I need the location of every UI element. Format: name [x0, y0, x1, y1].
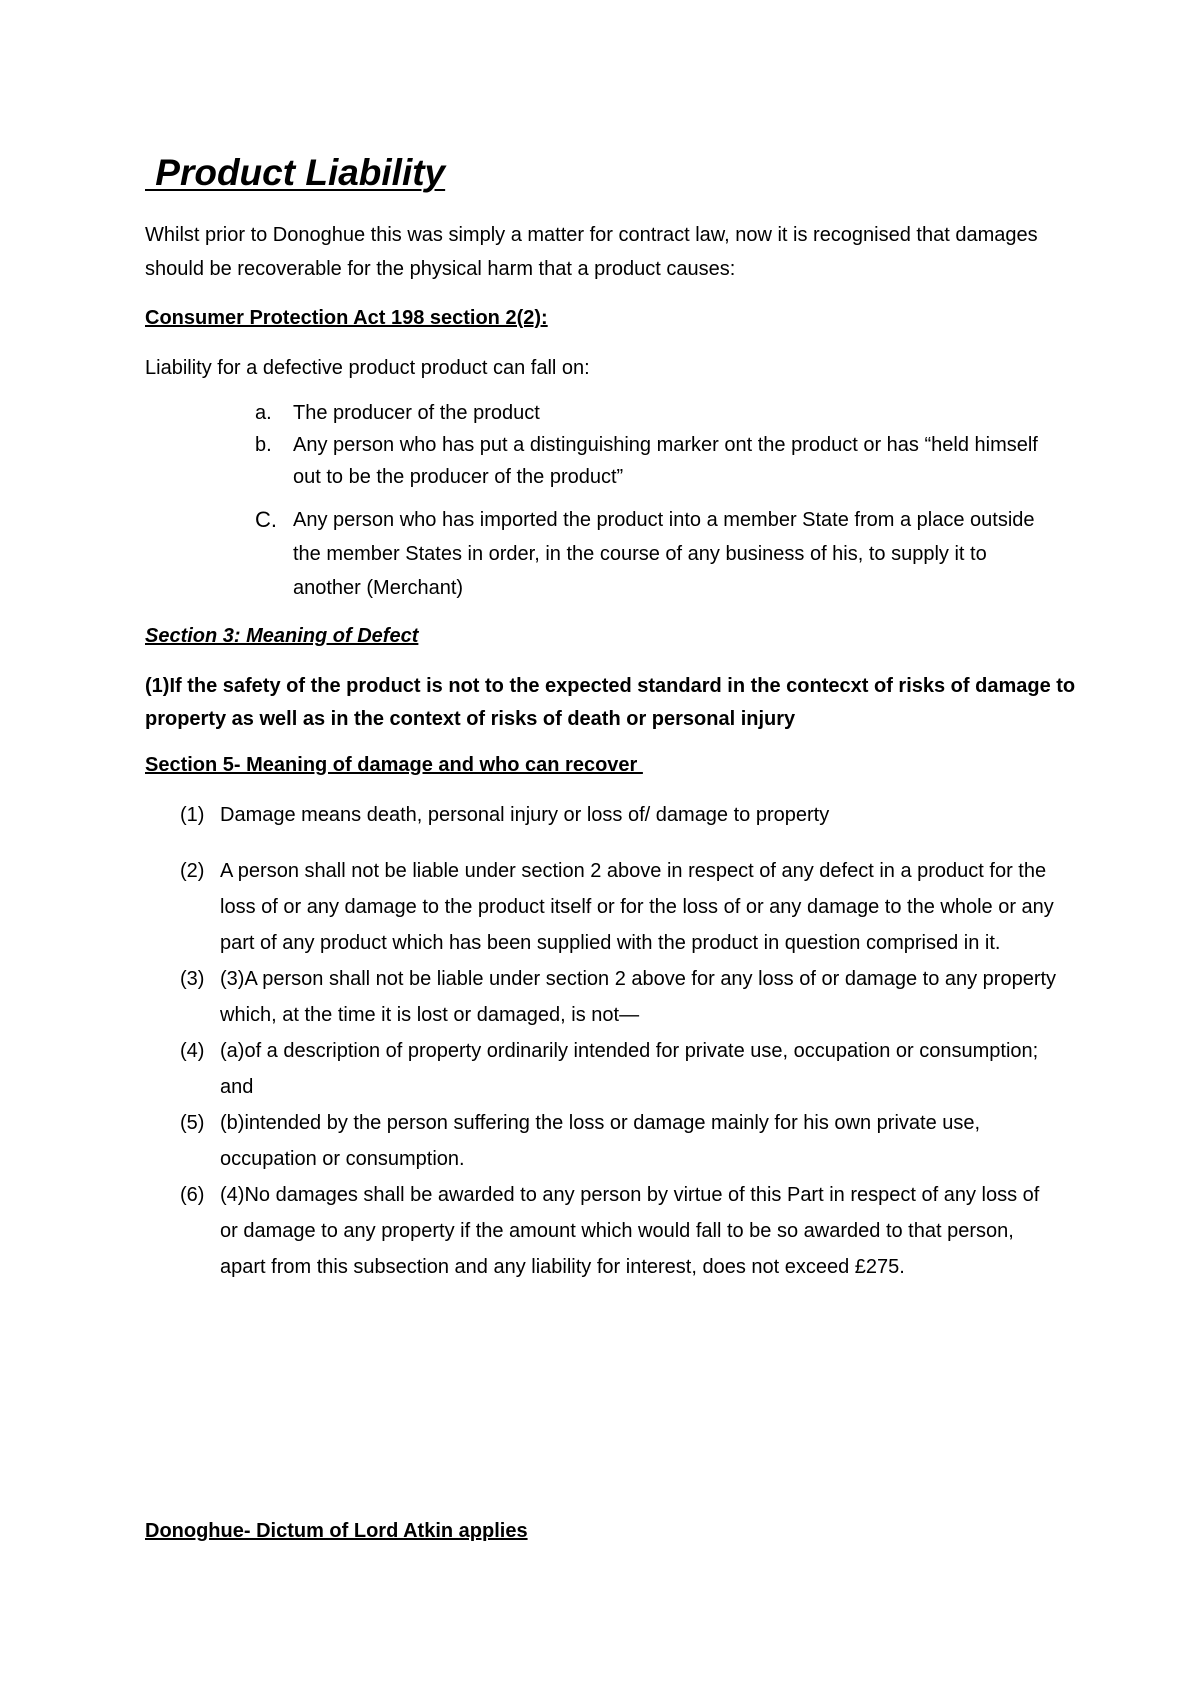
intro-paragraph: Whilst prior to Donoghue this was simply a matter for contract law, now it is recognised that damages should be recoverable for the physical harm that a product causes:	[145, 224, 1038, 280]
page-title: Product Liability	[145, 152, 446, 193]
list-item	[255, 397, 1055, 429]
list-item-text: Damage means death, personal injury or loss of/ damage to property	[220, 804, 830, 826]
list-marker: (1)	[180, 804, 205, 826]
list-item	[255, 503, 1055, 605]
list-item	[180, 1033, 1060, 1105]
list-item	[180, 853, 1060, 961]
liability-list	[255, 397, 1055, 605]
list-item-text: The producer of the product	[293, 402, 540, 424]
cpa-heading: Consumer Protection Act 198 section 2(2):	[145, 307, 548, 329]
list-item	[255, 429, 1055, 493]
list-item-text: (b)intended by the person suffering the loss or damage mainly for his own private use, occupation or consumption.	[220, 1112, 981, 1170]
section5-list	[180, 797, 1060, 1285]
list-item-text: Any person who has put a distinguishing marker ont the product or has “held himself out to be the producer of the product”	[293, 434, 1038, 488]
list-item-text: (4)No damages shall be awarded to any person by virtue of this Part in respect of any loss of or damage to any property if the amount which would fall to be so awarded to that person, apart from this subsection and any liability for interest, does not exceed £275.	[220, 1184, 1040, 1278]
list-marker: a.	[255, 402, 272, 424]
donoghue-heading: Donoghue- Dictum of Lord Atkin applies	[145, 1520, 528, 1542]
list-item-text: (a)of a description of property ordinarily intended for private use, occupation or consumption; and	[220, 1040, 1039, 1098]
list-marker: (6)	[180, 1184, 205, 1206]
section3-heading: Section 3: Meaning of Defect	[145, 625, 419, 647]
list-item	[180, 1105, 1060, 1177]
list-item	[180, 961, 1060, 1033]
list-marker: (4)	[180, 1040, 205, 1062]
list-marker: b.	[255, 434, 272, 456]
list-item-text: A person shall not be liable under section 2 above in respect of any defect in a product for the loss of or any damage to the product itself or for the loss of or any damage to the whole or any part of any product which has been supplied with the product in question comprised in it.	[220, 860, 1054, 954]
list-item	[180, 1177, 1060, 1285]
list-marker: C.	[255, 507, 277, 532]
list-item	[180, 797, 1060, 833]
section3-text: (1)If the safety of the product is not to the expected standard in the contecxt of risks of damage to property as well as in the context of risks of death or personal injury	[145, 675, 1076, 730]
list-item-text: (3)A person shall not be liable under section 2 above for any loss of or damage to any property which, at the time it is lost or damaged, is not—	[220, 968, 1057, 1026]
list-marker: (2)	[180, 860, 205, 882]
list-marker: (5)	[180, 1112, 205, 1134]
liability-intro: Liability for a defective product product can fall on:	[145, 357, 590, 379]
list-item-text: Any person who has imported the product into a member State from a place outside the member States in order, in the course of any business of his, to supply it to another (Merchant)	[293, 509, 1035, 599]
section5-heading: Section 5- Meaning of damage and who can recover	[145, 754, 643, 776]
list-marker: (3)	[180, 968, 205, 990]
